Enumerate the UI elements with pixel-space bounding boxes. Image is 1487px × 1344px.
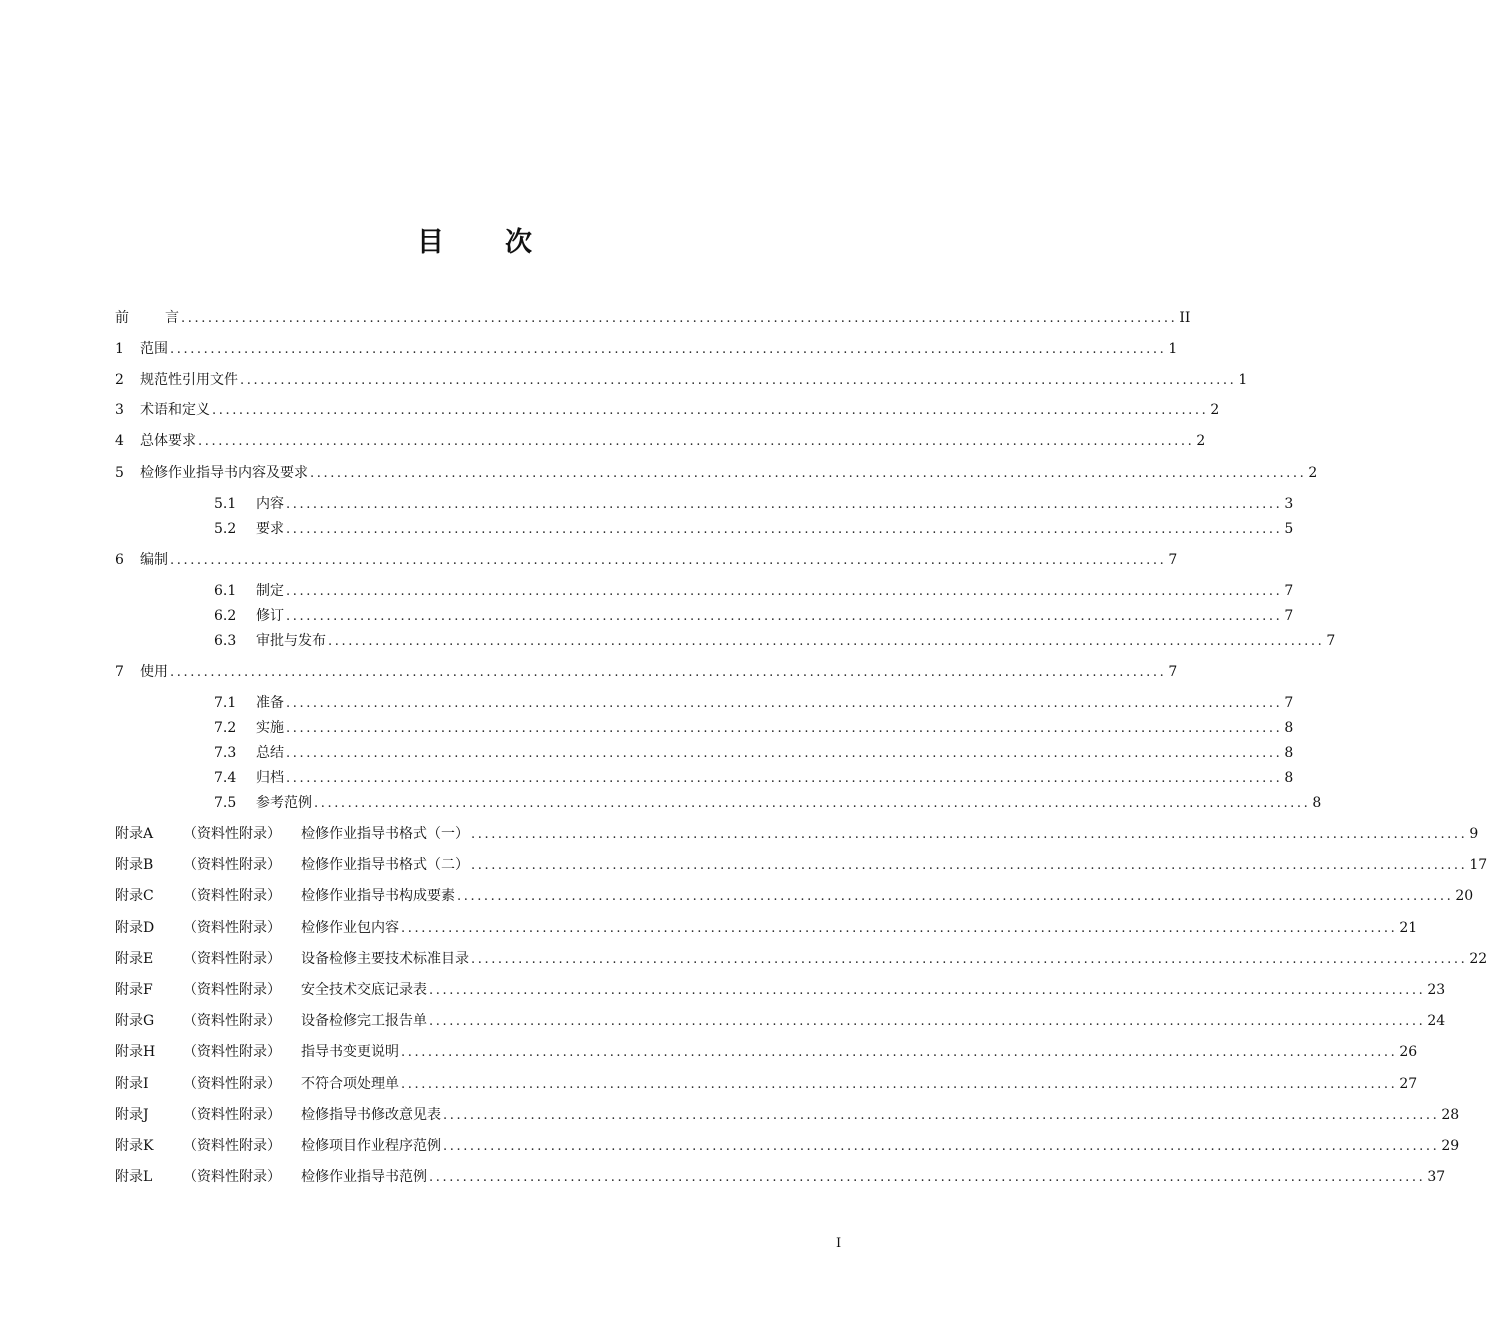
toc-leader-dots: .................................................................................................................................................... bbox=[429, 983, 1426, 998]
toc-leader-dots: .................................................................................................................................................... bbox=[443, 1139, 1440, 1154]
toc-leader-dots: .................................................................................................................................................... bbox=[429, 1014, 1426, 1029]
toc-number: 6.3 bbox=[214, 633, 237, 649]
toc-label: 总体要求 bbox=[140, 433, 196, 449]
toc-label: 术语和定义 bbox=[140, 402, 210, 418]
toc-label: 要求 bbox=[256, 521, 284, 537]
toc-number: 附录F bbox=[115, 982, 153, 998]
toc-label: 规范性引用文件 bbox=[140, 372, 238, 388]
toc-leader-dots: .................................................................................................................................................... bbox=[286, 497, 1283, 512]
toc-label: 言 bbox=[165, 310, 179, 326]
toc-entry-7-5[interactable] bbox=[214, 792, 1322, 814]
toc-leader-dots: .................................................................................................................................................... bbox=[240, 373, 1237, 388]
toc-appendix-type: （资料性附录） bbox=[183, 1044, 281, 1060]
toc-appendix-type: （资料性附录） bbox=[183, 888, 281, 904]
toc-leader-dots: .................................................................................................................................................... bbox=[198, 434, 1195, 449]
title-right-char: 次 bbox=[505, 227, 533, 258]
toc-appendix-type: （资料性附录） bbox=[183, 1169, 281, 1185]
toc-leader-dots: .................................................................................................................................................... bbox=[471, 827, 1468, 842]
toc-label: 制定 bbox=[256, 583, 284, 599]
toc-page-number: 2 bbox=[1308, 465, 1318, 481]
toc-label: 设备检修主要技术标准目录 bbox=[301, 951, 469, 967]
toc-page-number: 23 bbox=[1427, 982, 1446, 998]
toc-entry-appendix-d[interactable] bbox=[115, 917, 1418, 939]
toc-page-number: 27 bbox=[1399, 1076, 1418, 1092]
toc-number: 附录C bbox=[115, 888, 154, 904]
toc-label: 准备 bbox=[256, 695, 284, 711]
toc-page-number: 22 bbox=[1469, 951, 1487, 967]
toc-number: 附录I bbox=[115, 1076, 149, 1092]
toc-leader-dots: .................................................................................................................................................... bbox=[212, 403, 1209, 418]
toc-entry-6-1[interactable] bbox=[214, 580, 1294, 602]
toc-appendix-type: （资料性附录） bbox=[183, 1013, 281, 1029]
toc-number: 7.3 bbox=[214, 745, 237, 761]
toc-entry-appendix-k[interactable] bbox=[115, 1135, 1460, 1157]
toc-number: 附录G bbox=[115, 1013, 155, 1029]
toc-page-number: 7 bbox=[1284, 608, 1294, 624]
toc-entry-appendix-f[interactable] bbox=[115, 979, 1446, 1001]
toc-entry-appendix-j[interactable] bbox=[115, 1104, 1460, 1126]
toc-leader-dots: .................................................................................................................................................... bbox=[286, 584, 1283, 599]
toc-appendix-type: （资料性附录） bbox=[183, 857, 281, 873]
toc-number: 附录L bbox=[115, 1169, 153, 1185]
toc-label: 检修作业指导书格式（一） bbox=[301, 826, 469, 842]
toc-label: 使用 bbox=[140, 664, 168, 680]
toc-page-number: 7 bbox=[1284, 695, 1294, 711]
toc-label: 参考范例 bbox=[256, 795, 312, 811]
toc-leader-dots: .................................................................................................................................................... bbox=[286, 522, 1283, 537]
toc-page-number: 2 bbox=[1210, 402, 1220, 418]
toc-page-number: 8 bbox=[1284, 720, 1294, 736]
toc-entry-appendix-c[interactable] bbox=[115, 885, 1474, 907]
toc-label: 检修作业指导书构成要素 bbox=[301, 888, 455, 904]
toc-entry-5-2[interactable] bbox=[214, 518, 1294, 540]
toc-page-number: 5 bbox=[1284, 521, 1294, 537]
toc-page-number: 2 bbox=[1196, 433, 1206, 449]
toc-entry-3[interactable] bbox=[115, 399, 1220, 421]
toc-label: 指导书变更说明 bbox=[301, 1044, 399, 1060]
toc-page-number: 17 bbox=[1469, 857, 1487, 873]
toc-leader-dots: .................................................................................................................................................... bbox=[170, 553, 1167, 568]
toc-leader-dots: .................................................................................................................................................... bbox=[401, 921, 1398, 936]
toc-number: 7.4 bbox=[214, 770, 237, 786]
toc-leader-dots: .................................................................................................................................................... bbox=[310, 466, 1307, 481]
toc-number: 附录E bbox=[115, 951, 154, 967]
toc-leader-dots: .................................................................................................................................................... bbox=[170, 342, 1167, 357]
toc-number: 附录K bbox=[115, 1138, 154, 1154]
toc-label: 不符合项处理单 bbox=[301, 1076, 399, 1092]
toc-appendix-type: （资料性附录） bbox=[183, 1138, 281, 1154]
toc-page-number: 8 bbox=[1284, 770, 1294, 786]
toc-appendix-type: （资料性附录） bbox=[183, 982, 281, 998]
toc-label: 检修指导书修改意见表 bbox=[301, 1107, 441, 1123]
toc-page-number: 1 bbox=[1168, 341, 1178, 357]
toc-number: 5.1 bbox=[214, 496, 237, 512]
toc-leader-dots: .................................................................................................................................................... bbox=[401, 1077, 1398, 1092]
toc-entry-7[interactable] bbox=[115, 661, 1178, 683]
toc-number: 附录A bbox=[115, 826, 154, 842]
title-left-char: 目 bbox=[417, 227, 445, 258]
toc-label: 总结 bbox=[256, 745, 284, 761]
toc-label: 修订 bbox=[256, 608, 284, 624]
toc-page-number: II bbox=[1179, 310, 1191, 326]
toc-number: 6.2 bbox=[214, 608, 237, 624]
toc-label: 实施 bbox=[256, 720, 284, 736]
toc-label: 设备检修完工报告单 bbox=[301, 1013, 427, 1029]
toc-entry-7-3[interactable] bbox=[214, 742, 1294, 764]
toc-leader-dots: .................................................................................................................................................... bbox=[471, 952, 1468, 967]
toc-entry-6[interactable] bbox=[115, 549, 1178, 571]
toc-label: 范围 bbox=[140, 341, 168, 357]
toc-leader-dots: .................................................................................................................................................... bbox=[443, 1108, 1440, 1123]
toc-label: 检修作业指导书内容及要求 bbox=[140, 465, 308, 481]
toc-entry-7-2[interactable] bbox=[214, 717, 1294, 739]
toc-number: 附录H bbox=[115, 1044, 156, 1060]
toc-number: 附录D bbox=[115, 920, 155, 936]
toc-leader-dots: .................................................................................................................................................... bbox=[286, 696, 1283, 711]
toc-leader-dots: .................................................................................................................................................... bbox=[401, 1045, 1398, 1060]
toc-number: 2 bbox=[115, 372, 124, 388]
toc-appendix-type: （资料性附录） bbox=[183, 1107, 281, 1123]
toc-entry-6-2[interactable] bbox=[214, 605, 1294, 627]
toc-number: 5 bbox=[115, 465, 124, 481]
toc-number: 6 bbox=[115, 552, 124, 568]
toc-entry-appendix-e[interactable] bbox=[115, 948, 1487, 970]
toc-page-number: 37 bbox=[1427, 1169, 1446, 1185]
toc-page-number: 29 bbox=[1441, 1138, 1460, 1154]
toc-entry-appendix-l[interactable] bbox=[115, 1166, 1446, 1188]
toc-number: 4 bbox=[115, 433, 124, 449]
toc-leader-dots: .................................................................................................................................................... bbox=[286, 609, 1283, 624]
toc-page-number: 1 bbox=[1238, 372, 1248, 388]
toc-page-number: 8 bbox=[1284, 745, 1294, 761]
toc-entry-4[interactable] bbox=[115, 430, 1206, 452]
toc-number: 前 bbox=[115, 310, 129, 326]
toc-number: 7.2 bbox=[214, 720, 237, 736]
toc-label: 编制 bbox=[140, 552, 168, 568]
toc-page-number: 21 bbox=[1399, 920, 1418, 936]
toc-entry-appendix-g[interactable] bbox=[115, 1010, 1446, 1032]
toc-entry-6-3[interactable] bbox=[214, 630, 1336, 652]
toc-leader-dots: .................................................................................................................................................... bbox=[314, 796, 1311, 811]
toc-page-number: 7 bbox=[1284, 583, 1294, 599]
toc-page-number: 20 bbox=[1455, 888, 1474, 904]
toc-number: 附录J bbox=[115, 1107, 149, 1123]
toc-leader-dots: .................................................................................................................................................... bbox=[286, 771, 1283, 786]
toc-entry-7-4[interactable] bbox=[214, 767, 1294, 789]
toc-number: 3 bbox=[115, 402, 124, 418]
toc-page-number: 7 bbox=[1168, 664, 1178, 680]
toc-page-number: 7 bbox=[1168, 552, 1178, 568]
toc-leader-dots: .................................................................................................................................................... bbox=[286, 746, 1283, 761]
toc-entry-appendix-i[interactable] bbox=[115, 1073, 1418, 1095]
toc-label: 内容 bbox=[256, 496, 284, 512]
toc-number: 7.5 bbox=[214, 795, 237, 811]
toc-entry-5-1[interactable] bbox=[214, 493, 1294, 515]
toc-label: 检修作业指导书格式（二） bbox=[301, 857, 469, 873]
toc-number: 1 bbox=[115, 341, 124, 357]
toc-page-number: 9 bbox=[1469, 826, 1479, 842]
toc-number: 附录B bbox=[115, 857, 154, 873]
toc-entry-appendix-b[interactable] bbox=[115, 854, 1487, 876]
toc-page-number: 8 bbox=[1312, 795, 1322, 811]
toc-leader-dots: .................................................................................................................................................... bbox=[457, 889, 1454, 904]
toc-label: 审批与发布 bbox=[256, 633, 326, 649]
toc-leader-dots: .................................................................................................................................................... bbox=[471, 858, 1468, 873]
toc-appendix-type: （资料性附录） bbox=[183, 951, 281, 967]
toc-page-number: 28 bbox=[1441, 1107, 1460, 1123]
toc-leader-dots: .................................................................................................................................................... bbox=[286, 721, 1283, 736]
toc-number: 6.1 bbox=[214, 583, 237, 599]
toc-page-number: 3 bbox=[1284, 496, 1294, 512]
toc-appendix-type: （资料性附录） bbox=[183, 920, 281, 936]
toc-entry-foreword[interactable] bbox=[115, 307, 1191, 329]
toc-label: 检修项目作业程序范例 bbox=[301, 1138, 441, 1154]
toc-entry-7-1[interactable] bbox=[214, 692, 1294, 714]
toc-appendix-type: （资料性附录） bbox=[183, 826, 281, 842]
toc-entry-5[interactable] bbox=[115, 462, 1318, 484]
toc-label: 归档 bbox=[256, 770, 284, 786]
toc-entry-2[interactable] bbox=[115, 369, 1248, 391]
toc-entry-appendix-h[interactable] bbox=[115, 1041, 1418, 1063]
toc-leader-dots: .................................................................................................................................................... bbox=[429, 1170, 1426, 1185]
toc-number: 7 bbox=[115, 664, 124, 680]
toc-leader-dots: .................................................................................................................................................... bbox=[328, 634, 1325, 649]
toc-label: 检修作业包内容 bbox=[301, 920, 399, 936]
toc-number: 5.2 bbox=[214, 521, 237, 537]
toc-page-number: 7 bbox=[1326, 633, 1336, 649]
toc-leader-dots: .................................................................................................................................................... bbox=[181, 311, 1178, 326]
toc-entry-1[interactable] bbox=[115, 338, 1178, 360]
footer-page-number: I bbox=[836, 1236, 842, 1251]
toc-leader-dots: .................................................................................................................................................... bbox=[170, 665, 1167, 680]
toc-entry-appendix-a[interactable] bbox=[115, 823, 1479, 845]
toc-page-number: 26 bbox=[1399, 1044, 1418, 1060]
toc-page-number: 24 bbox=[1427, 1013, 1446, 1029]
toc-number: 7.1 bbox=[214, 695, 237, 711]
toc-appendix-type: （资料性附录） bbox=[183, 1076, 281, 1092]
toc-label: 安全技术交底记录表 bbox=[301, 982, 427, 998]
toc-label: 检修作业指导书范例 bbox=[301, 1169, 427, 1185]
